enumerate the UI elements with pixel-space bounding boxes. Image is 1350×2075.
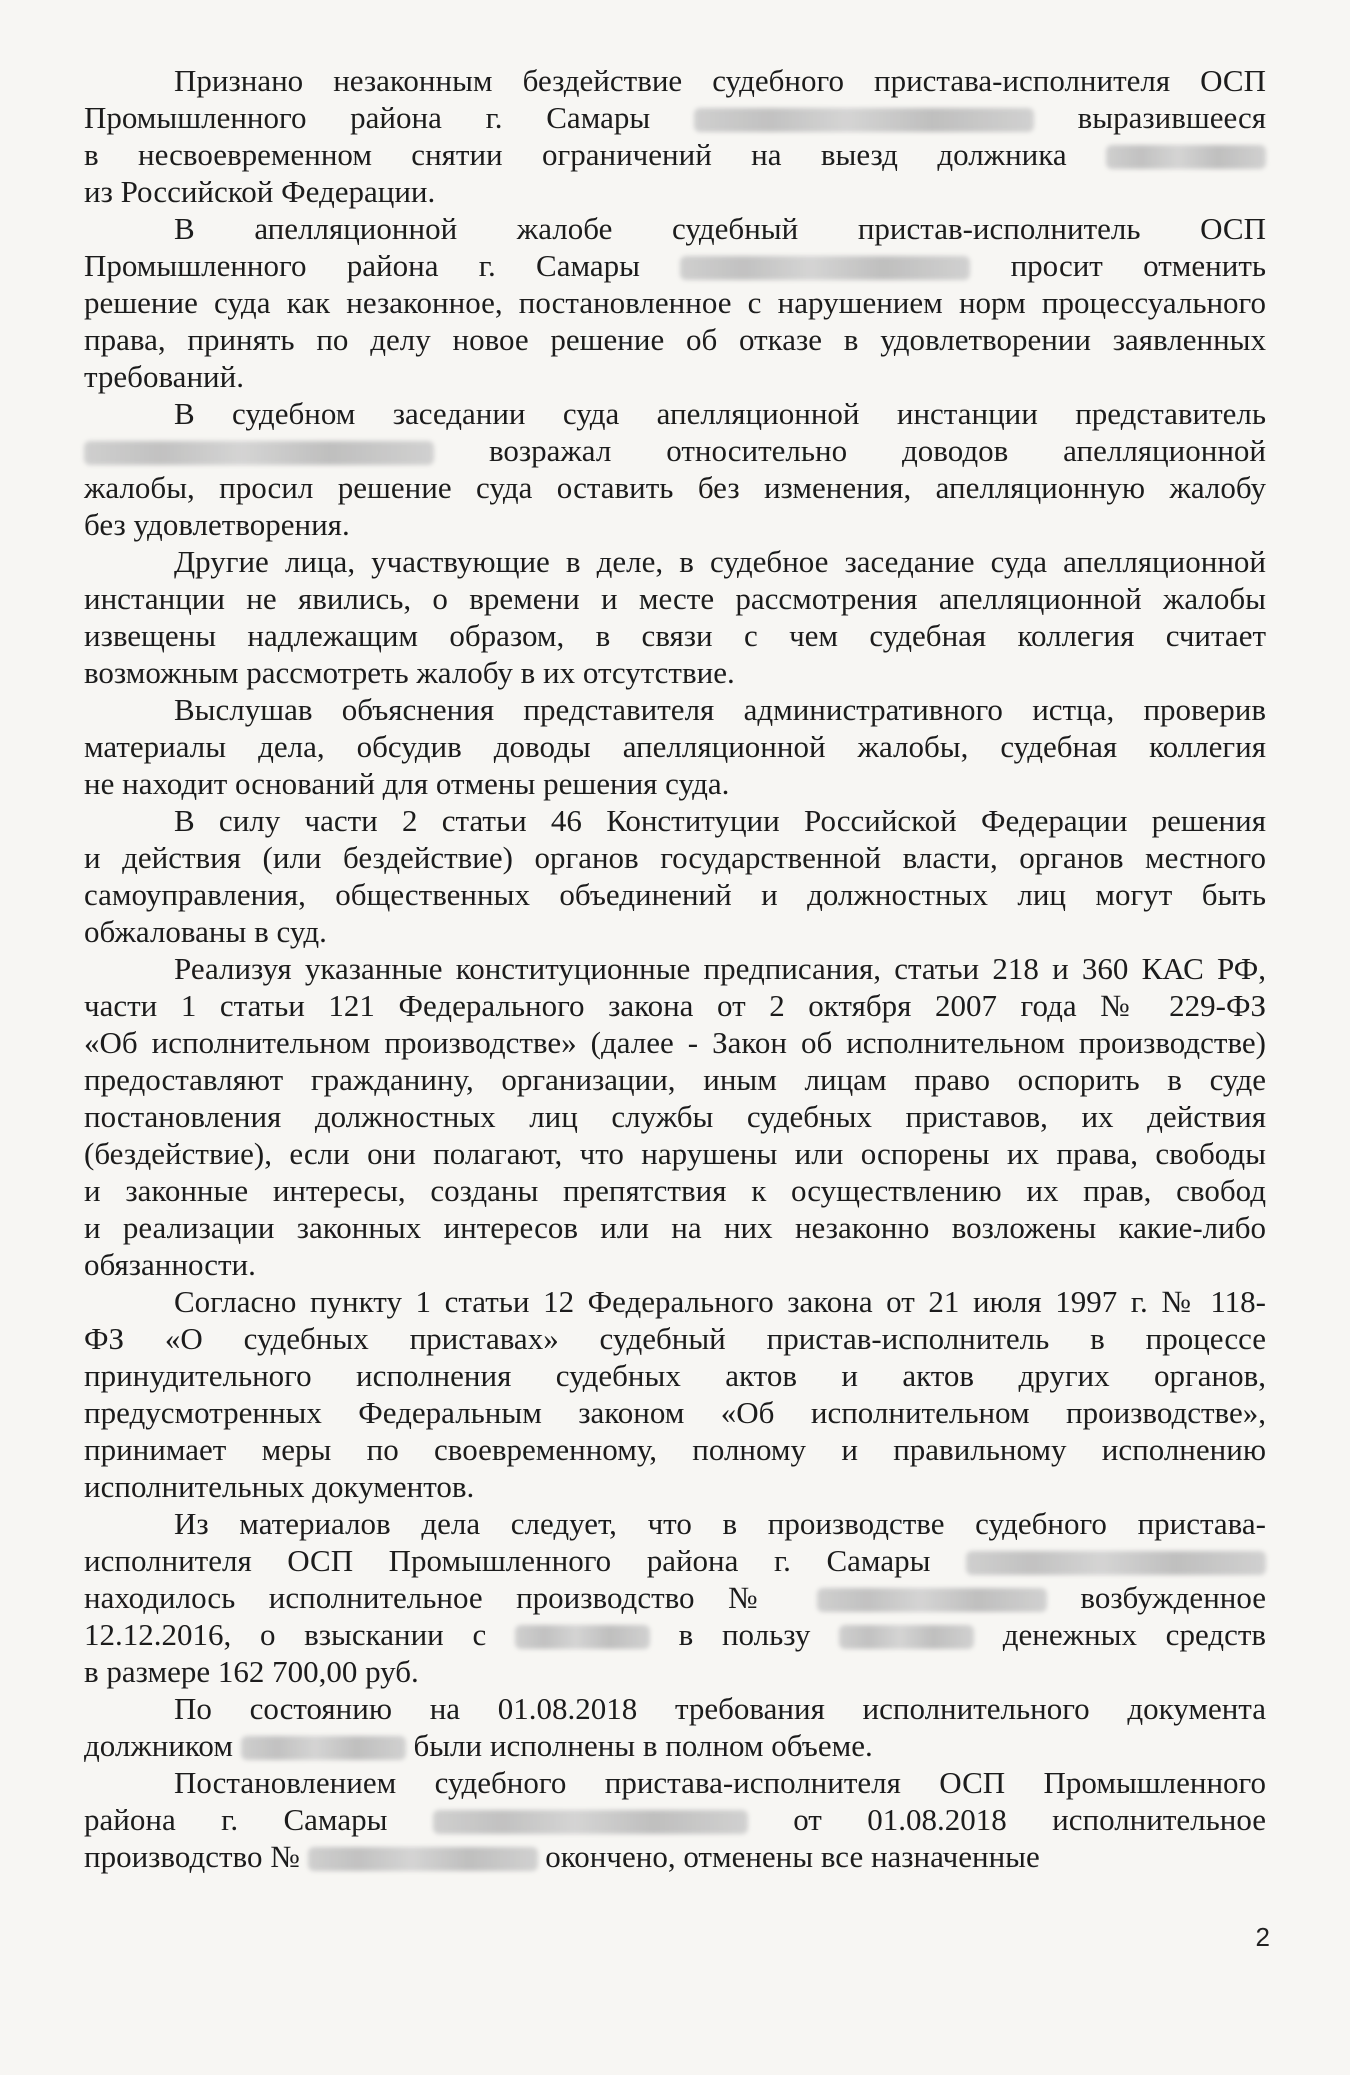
- text-line: [84, 99, 1266, 136]
- text-segment: части 1 статьи 121 Федерального закона от 2 октября 2007 года № 229-ФЗ: [84, 988, 1266, 1023]
- text-segment: Согласно пункту 1 статьи 12 Федерального закона от 21 июля 1997 г. № 118-: [174, 1284, 1266, 1319]
- text-segment: были исполнены в полном объеме.: [413, 1728, 873, 1763]
- text-segment: от 01.08.2018 исполнительное: [793, 1802, 1266, 1837]
- text-segment: постановления должностных лиц службы судебных приставов, их действия: [84, 1099, 1266, 1134]
- text-line: [84, 358, 1266, 395]
- redacted-name-block: [84, 441, 434, 465]
- text-line: [84, 580, 1266, 617]
- text-line: [84, 1357, 1266, 1394]
- redacted-name-block: [241, 1736, 406, 1760]
- text-segment: Признано незаконным бездействие судебного пристава-исполнителя ОСП: [174, 63, 1266, 98]
- text-segment: Постановлением судебного пристава-исполнителя ОСП Промышленного: [174, 1765, 1266, 1800]
- text-segment: исполнительных документов.: [84, 1469, 475, 1504]
- text-segment: и действия (или бездействие) органов государственной власти, органов местного: [84, 840, 1266, 875]
- text-line: [84, 839, 1266, 876]
- page-number: 2: [1255, 1922, 1270, 1952]
- text-segment: и законные интересы, созданы препятствия к осуществлению их прав, свобод: [84, 1173, 1266, 1208]
- text-line: [84, 1320, 1266, 1357]
- text-segment: 12.12.2016, о взыскании с: [84, 1617, 487, 1652]
- redacted-name-block: [817, 1588, 1047, 1612]
- text-line: [84, 691, 1266, 728]
- text-line: [84, 1838, 1266, 1875]
- text-segment: должником: [84, 1728, 233, 1763]
- text-segment: просит отменить: [1010, 248, 1267, 283]
- text-line: [84, 173, 1266, 210]
- text-segment: предоставляют гражданину, организации, иным лицам право оспорить в суде: [84, 1062, 1266, 1097]
- text-line: [84, 1468, 1266, 1505]
- text-line: [84, 1727, 1266, 1764]
- text-segment: «Об исполнительном производстве» (далее - Закон об исполнительном производстве): [84, 1025, 1266, 1060]
- text-segment: В судебном заседании суда апелляционной инстанции представитель: [174, 396, 1266, 431]
- text-line: [84, 62, 1266, 99]
- text-segment: Промышленного района г. Самары: [84, 100, 651, 135]
- text-line: [84, 506, 1266, 543]
- text-segment: материалы дела, обсудив доводы апелляционной жалобы, судебная коллегия: [84, 729, 1266, 764]
- text-segment: Из материалов дела следует, что в производстве судебного пристава-: [174, 1506, 1266, 1541]
- text-segment: возражал относительно доводов апелляционной: [488, 433, 1267, 468]
- redacted-name-block: [680, 256, 970, 280]
- text-line: [84, 1764, 1266, 1801]
- text-line: [84, 876, 1266, 913]
- text-segment: окончено, отменены все назначенные: [545, 1839, 1040, 1874]
- text-line: [84, 1283, 1266, 1320]
- redacted-name-block: [433, 1810, 748, 1834]
- text-segment: предусмотренных Федеральным законом «Об исполнительном производстве»,: [84, 1395, 1266, 1430]
- text-segment: возбужденное: [1080, 1580, 1267, 1615]
- text-segment: жалобы, просил решение суда оставить без изменения, апелляционную жалобу: [84, 470, 1266, 505]
- text-line: [84, 1579, 1266, 1616]
- text-segment: в пользу: [678, 1617, 811, 1652]
- text-segment: По состоянию на 01.08.2018 требования исполнительного документа: [174, 1691, 1266, 1726]
- text-line: [84, 1061, 1266, 1098]
- text-line: [84, 543, 1266, 580]
- text-line: [84, 321, 1266, 358]
- text-line: [84, 1616, 1266, 1653]
- text-line: [84, 1098, 1266, 1135]
- text-line: [84, 1246, 1266, 1283]
- text-segment: без удовлетворения.: [84, 507, 350, 542]
- text-line: [84, 1394, 1266, 1431]
- text-line: [84, 1801, 1266, 1838]
- text-line: [84, 987, 1266, 1024]
- text-segment: обжалованы в суд.: [84, 914, 327, 949]
- text-line: [84, 469, 1266, 506]
- text-segment: принудительного исполнения судебных актов и актов других органов,: [84, 1358, 1266, 1393]
- redacted-name-block: [515, 1625, 650, 1649]
- paragraph: [84, 62, 1266, 210]
- text-segment: (бездействие), если они полагают, что нарушены или оспорены их права, свободы: [84, 1136, 1266, 1171]
- redacted-name-block: [694, 108, 1034, 132]
- paragraph: [84, 1283, 1266, 1505]
- text-segment: исполнителя ОСП Промышленного района г. Самары: [84, 1543, 931, 1578]
- text-line: [84, 1690, 1266, 1727]
- text-segment: Реализуя указанные конституционные предписания, статьи 218 и 360 КАС РФ,: [174, 951, 1266, 986]
- text-segment: извещены надлежащим образом, в связи с чем судебная коллегия считает: [84, 618, 1266, 653]
- text-line: [84, 654, 1266, 691]
- text-line: [84, 1172, 1266, 1209]
- text-segment: Выслушав объяснения представителя административного истца, проверив: [174, 692, 1266, 727]
- text-line: [84, 432, 1266, 469]
- text-line: [84, 1542, 1266, 1579]
- document-body: [84, 62, 1266, 1875]
- text-line: [84, 395, 1266, 432]
- text-line: [84, 136, 1266, 173]
- text-segment: Промышленного района г. Самары: [84, 248, 640, 283]
- text-segment: В апелляционной жалобе судебный пристав-исполнитель ОСП: [174, 211, 1266, 246]
- text-segment: и реализации законных интересов или на них незаконно возложены какие-либо: [84, 1210, 1266, 1245]
- redacted-name-block: [308, 1847, 538, 1871]
- text-segment: самоуправления, общественных объединений и должностных лиц могут быть: [84, 877, 1266, 912]
- redacted-name-block: [839, 1625, 974, 1649]
- text-segment: в несвоевременном снятии ограничений на выезд должника: [84, 137, 1067, 172]
- redacted-name-block: [966, 1551, 1266, 1575]
- text-segment: выразившееся: [1077, 100, 1267, 135]
- text-segment: инстанции не явились, о времени и месте рассмотрения апелляционной жалобы: [84, 581, 1266, 616]
- paragraph: [84, 1690, 1266, 1764]
- text-segment: находилось исполнительное производство №: [84, 1580, 784, 1615]
- text-line: [84, 617, 1266, 654]
- text-segment: В силу части 2 статьи 46 Конституции Российской Федерации решения: [174, 803, 1266, 838]
- paragraph: [84, 1505, 1266, 1690]
- text-line: [84, 210, 1266, 247]
- text-segment: денежных средств: [1002, 1617, 1267, 1652]
- text-segment: решение суда как незаконное, постановленное с нарушением норм процессуального: [84, 285, 1266, 320]
- text-segment: обязанности.: [84, 1247, 256, 1282]
- text-segment: принимает меры по своевременному, полному и правильному исполнению: [84, 1432, 1266, 1467]
- text-line: [84, 247, 1266, 284]
- text-segment: ФЗ «О судебных приставах» судебный пристав-исполнитель в процессе: [84, 1321, 1266, 1356]
- text-segment: возможным рассмотреть жалобу в их отсутствие.: [84, 655, 735, 690]
- paragraph: [84, 950, 1266, 1283]
- paragraph: [84, 543, 1266, 691]
- text-line: [84, 1135, 1266, 1172]
- text-line: [84, 765, 1266, 802]
- text-line: [84, 1653, 1266, 1690]
- paragraph: [84, 1764, 1266, 1875]
- text-line: [84, 802, 1266, 839]
- paragraph: [84, 210, 1266, 395]
- paragraph: [84, 802, 1266, 950]
- text-segment: Другие лица, участвующие в деле, в судебное заседание суда апелляционной: [174, 544, 1266, 579]
- text-line: [84, 913, 1266, 950]
- redacted-name-block: [1106, 145, 1266, 169]
- paragraph: [84, 395, 1266, 543]
- text-segment: права, принять по делу новое решение об отказе в удовлетворении заявленных: [84, 322, 1266, 357]
- text-segment: производство №: [84, 1839, 300, 1874]
- text-line: [84, 284, 1266, 321]
- text-segment: не находит оснований для отмены решения суда.: [84, 766, 730, 801]
- text-segment: в размере 162 700,00 руб.: [84, 1654, 419, 1689]
- paragraph: [84, 691, 1266, 802]
- text-line: [84, 728, 1266, 765]
- text-line: [84, 1209, 1266, 1246]
- text-segment: требований.: [84, 359, 244, 394]
- text-segment: района г. Самары: [84, 1802, 388, 1837]
- text-line: [84, 1024, 1266, 1061]
- text-line: [84, 1431, 1266, 1468]
- text-line: [84, 1505, 1266, 1542]
- text-line: [84, 950, 1266, 987]
- text-segment: из Российской Федерации.: [84, 174, 436, 209]
